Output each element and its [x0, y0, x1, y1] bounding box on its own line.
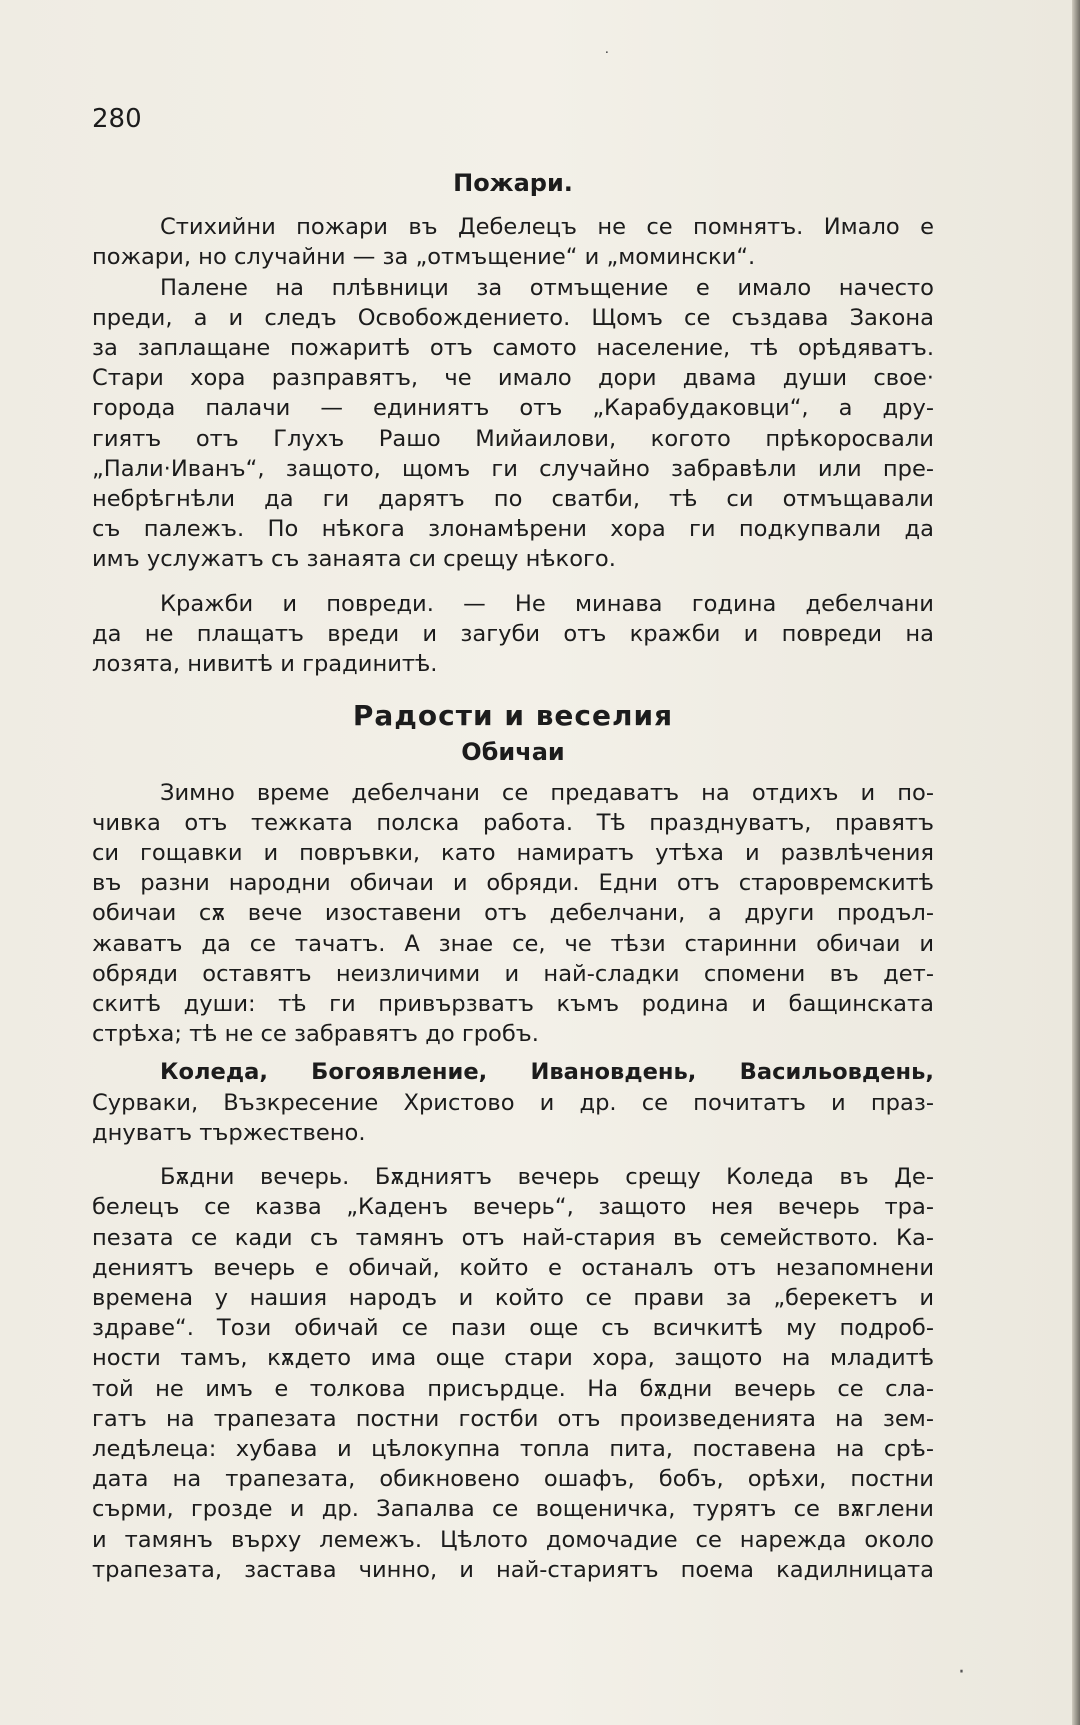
eve-line-8: той не имъ е толкова присърдце. На бѫдни вечерь се сла-	[92, 1375, 934, 1402]
heading-fires: Пожари.	[453, 169, 573, 197]
theft-line-1: Кражби и повреди. — Не минава година дебелчани	[160, 590, 934, 617]
ink-mark: ·	[958, 1660, 965, 1685]
heading-joys: Радости и веселия	[352, 699, 674, 733]
fires-line-8: гиятъ отъ Глухъ Рашо Мийаилови, когото прѣкоросвали	[92, 425, 934, 452]
page-number: 280	[92, 104, 142, 134]
customs-line-3: си гощавки и повръвки, като намиратъ утѣха и развлѣчения	[92, 840, 934, 867]
customs-line-5: обичаи сѫ вече изоставени отъ дебелчани, а други продъл-	[92, 900, 934, 927]
fires-line-4: преди, а и следъ Освобождението. Щомъ се създава Закона	[92, 304, 934, 331]
eve-line-13: и тамянъ върху лемежъ. Цѣлото домочадие се нарежда около	[92, 1526, 934, 1553]
eve-line-11: дата на трапезата, обикновено ошафъ, бобъ, орѣхи, постни	[92, 1466, 934, 1493]
heading-customs: Обичаи	[461, 738, 565, 767]
customs-line-4: въ разни народни обичаи и обряди. Едни отъ старовремскитѣ	[92, 870, 934, 897]
holidays-line-2: Сурваки, Възкресение Христово и др. се почитатъ и праз-	[92, 1089, 934, 1116]
customs-line-2: чивка отъ тежката полска работа. Тѣ празднуватъ, правятъ	[92, 809, 934, 836]
holidays-line-3: днуватъ тържествено.	[92, 1119, 366, 1146]
customs-line-7: обряди оставятъ неизличими и най-сладки спомени въ дет-	[92, 960, 934, 987]
fires-line-6: Стари хора разправятъ, че имало дори двама души свое·	[92, 365, 934, 392]
fires-line-11: съ палежъ. По нѣкога злонамѣрени хора ги подкупвали да	[92, 516, 934, 543]
fires-line-10: небрѣгнѣли да ги дарятъ по сватби, тѣ си отмъщавали	[92, 486, 934, 513]
eve-line-4: дениятъ вечерь е обичай, който е останалъ отъ незапомнени	[92, 1254, 934, 1281]
fires-line-3: Палене на плѣвници за отмъщение е имало начесто	[160, 274, 934, 301]
fires-line-7: города палачи — единиятъ отъ „Карабудаковци“, а дру-	[92, 395, 934, 422]
fires-line-1: Стихийни пожари въ Дебелецъ не се помнятъ. Имало е	[160, 214, 934, 241]
eve-line-10: ледѣлеца: хубава и цѣлокупна топла пита, поставена на срѣ-	[92, 1435, 934, 1462]
theft-line-3: лозята, нивитѣ и градинитѣ.	[92, 651, 438, 678]
fires-line-5: за заплащане пожаритѣ отъ самото население, тѣ орѣдяватъ.	[92, 335, 934, 362]
eve-line-6: здраве“. Този обичай се пази още съ всичкитѣ му подроб-	[92, 1315, 934, 1342]
customs-line-1: Зимно време дебелчани се предаватъ на отдихъ и по-	[160, 779, 934, 806]
fires-line-9: „Пали·Иванъ“, защото, щомъ ги случайно забравѣли или пре-	[92, 455, 934, 482]
eve-line-1: Бѫдни вечерь. Бѫдниятъ вечерь срещу Коледа въ Де-	[160, 1164, 934, 1191]
page-content	[92, 168, 934, 1585]
holidays-line-1: Коледа, Богоявление, Ивановдень, Васильовдень,	[160, 1059, 934, 1086]
eve-line-14: трапезата, застава чинно, и най-стариятъ поема кадилницата	[92, 1556, 934, 1583]
eve-line-9: гатъ на трапезата постни гостби отъ произведенията на зем-	[92, 1405, 934, 1432]
customs-line-8: скитѣ души: тѣ ги привързватъ къмъ родина и бащинската	[92, 991, 934, 1018]
fires-line-12: имъ услужатъ съ занаята си срещу нѣкого.	[92, 546, 616, 573]
eve-line-2: белецъ се казва „Каденъ вечерь“, защото нея вечерь тра-	[92, 1194, 934, 1221]
eve-line-5: времена у нашия народъ и който се прави за „берекетъ и	[92, 1284, 934, 1311]
page-edge-shadow	[1072, 0, 1080, 1725]
eve-line-12: сърми, грозде и др. Запалва се вощеничка, турятъ се вѫглени	[92, 1496, 934, 1523]
customs-line-9: стрѣха; тѣ не се забравятъ до гробъ.	[92, 1021, 539, 1048]
fires-line-2: пожари, но случайни — за „отмъщение“ и „момински“.	[92, 244, 756, 271]
eve-line-3: пезата се кади съ тамянъ отъ най-стария въ семейството. Ка-	[92, 1224, 934, 1251]
customs-line-6: жаватъ да се тачатъ. А знае се, че тѣзи старинни обичаи и	[92, 930, 934, 957]
eve-line-7: ности тамъ, кѫдето има още стари хора, защото на младитѣ	[92, 1345, 934, 1372]
theft-line-2: да не плащатъ вреди и загуби отъ кражби и повреди на	[92, 620, 934, 647]
